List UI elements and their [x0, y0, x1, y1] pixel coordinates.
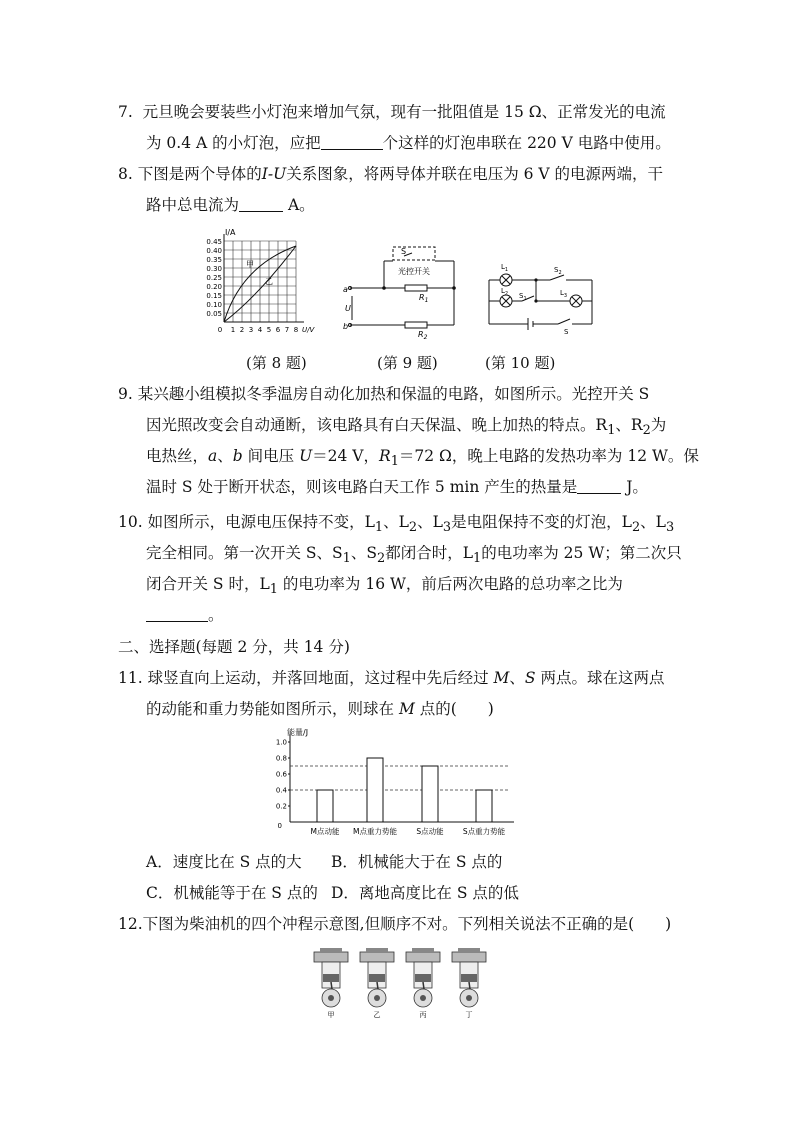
- svg-text:0.10: 0.10: [206, 301, 222, 309]
- chart-y-tick: 0.2: [275, 802, 287, 811]
- caption-fig9: (第 9 题): [377, 354, 438, 372]
- fig8-label-b: 乙: [265, 277, 273, 286]
- section2-heading: 二、选择题(每题 2 分，共 14 分): [118, 638, 350, 656]
- q10-line4: 。: [146, 603, 224, 625]
- engine-label: 乙: [373, 1011, 381, 1019]
- chart-categories: [311, 826, 506, 836]
- svg-text:0: 0: [217, 326, 223, 334]
- engine-label: 丙: [419, 1011, 427, 1019]
- fig8-x-ticks: [218, 326, 298, 334]
- q11-energy-bar-chart: [270, 724, 530, 840]
- chart-y-tick: 0.8: [275, 754, 287, 763]
- chart-category-label: S点重力势能: [462, 827, 506, 836]
- q10-line1: 10. 如图所示，电源电压保持不变，$L_1$、$L_2$、$L_3$是电阻保持不变的灯泡，$L_2$、$L_3$: [118, 513, 675, 536]
- q7-line2: 为 0.4 A 的小灯泡，应把 个这样的灯泡串联在 220 V 电路中使用。: [146, 134, 671, 152]
- chart-dashed-lines: [290, 766, 510, 790]
- chart-category-label: M点动能: [310, 827, 340, 836]
- chart-category-label: S点动能: [416, 827, 444, 836]
- svg-text:0.35: 0.35: [206, 256, 222, 264]
- svg-text:0.20: 0.20: [206, 283, 222, 291]
- chart-y-tick: 0.4: [275, 786, 287, 795]
- q7-line1: 7. 元旦晚会要装些小灯泡来增加气氛，现有一批阻值是 15 Ω、正常发光的电流: [118, 103, 666, 121]
- caption-fig10: (第 10 题): [485, 354, 556, 372]
- svg-text:8: 8: [293, 326, 299, 334]
- svg-text:5: 5: [266, 326, 272, 334]
- chart-y-ticks: [276, 739, 290, 831]
- engine-label: 丁: [465, 1011, 473, 1019]
- engine-diagram: [452, 948, 486, 1007]
- q11-option-a[interactable]: A．速度比在 S 点的大: [146, 853, 302, 871]
- engine-diagram: [360, 948, 394, 1007]
- fig9-a: a: [343, 285, 348, 294]
- q10-answer-blank[interactable]: [146, 606, 208, 622]
- svg-text:1: 1: [230, 326, 236, 334]
- chart-bar: [476, 790, 492, 822]
- q9-line4: 温时 S 处于断开状态，则该电路白天工作 5 min 产生的热量是 J。: [146, 478, 648, 496]
- svg-text:0.45: 0.45: [206, 238, 222, 246]
- q8-line2: 路中总电流为 A。: [146, 196, 315, 214]
- fig9-u: U: [345, 304, 351, 313]
- fig8-y-axis-label: I/A: [225, 228, 236, 237]
- q9-answer-blank[interactable]: [577, 478, 621, 494]
- fig8-label-a: 甲: [246, 260, 254, 269]
- fig10-s1: $S_1$: [519, 292, 527, 302]
- fig9-r2: $R_2$: [418, 330, 428, 340]
- fig9-r1: $R_1$: [419, 293, 429, 304]
- fig12-engine-strokes: [308, 944, 492, 1020]
- q9-line1: 9. 某兴趣小组模拟冬季温房自动化加热和保温的电路，如图所示。光控开关 S: [118, 385, 650, 403]
- engine-diagram: [314, 948, 348, 1007]
- fig10-s: S: [564, 328, 569, 334]
- q11-option-d[interactable]: D．离地高度比在 S 点的低: [331, 884, 519, 902]
- fig10-l3: $L_3$: [560, 289, 568, 299]
- chart-bar: [422, 766, 438, 822]
- fig8-y-ticks: [206, 238, 222, 318]
- q8-answer-blank[interactable]: [239, 196, 283, 212]
- chart-y-tick: 1.0: [275, 738, 287, 747]
- fig8-grid: [224, 241, 296, 322]
- q11-line1: 11. 球竖直向上运动，并落回地面，这过程中先后经过 M、S 两点。球在这两点: [118, 669, 665, 687]
- engine-label: 甲: [327, 1011, 335, 1019]
- fig9-switch-label: 光控开关: [398, 267, 430, 276]
- svg-text:6: 6: [275, 326, 281, 334]
- caption-fig8: (第 8 题): [246, 354, 307, 372]
- fig10-l2: $L_2$: [501, 287, 509, 297]
- q11-option-b[interactable]: B．机械能大于在 S 点的: [331, 853, 503, 871]
- fig8-iu-graph: [196, 226, 322, 340]
- chart-category-label: M点重力势能: [353, 827, 397, 836]
- q8-line1: 8. 下图是两个导体的I-U关系图象，将两导体并联在电压为 6 V 的电源两端，干: [118, 165, 664, 183]
- fig10-circuit: [484, 258, 600, 334]
- svg-text:0.05: 0.05: [206, 310, 222, 318]
- chart-y-label: 能量/J: [287, 728, 309, 737]
- svg-text:0.25: 0.25: [206, 274, 222, 282]
- fig9-b: b: [343, 322, 349, 331]
- q10-line3: 闭合开关 S 时，$L_1$ 的电功率为 16 W，前后两次电路的总功率之比为: [146, 575, 623, 598]
- svg-text:2: 2: [239, 326, 245, 334]
- svg-text:0.40: 0.40: [206, 247, 222, 255]
- svg-text:7: 7: [284, 326, 290, 334]
- fig10-s2: $S_2$: [554, 266, 562, 276]
- fig9-circuit: [340, 244, 466, 340]
- chart-y-tick: 0: [277, 822, 282, 830]
- chart-y-tick: 0.6: [275, 770, 287, 779]
- q9-line2: 因光照改变会自动通断，该电路具有白天保温、晚上加热的特点。$R_1$、$R_2$为: [146, 416, 667, 439]
- q11-option-c[interactable]: C．机械能等于在 S 点的: [146, 884, 318, 902]
- fig9-switch-box: [393, 247, 435, 260]
- q12-line1: 12.下图为柴油机的四个冲程示意图,但顺序不对。下列相关说法不正确的是( ): [118, 915, 672, 933]
- chart-bar: [317, 790, 333, 822]
- svg-text:3: 3: [248, 326, 254, 334]
- svg-text:0.15: 0.15: [206, 292, 222, 300]
- svg-text:0.30: 0.30: [206, 265, 222, 273]
- fig8-x-axis-label: U/V: [302, 326, 315, 334]
- q7-answer-blank[interactable]: [321, 134, 383, 150]
- engine-diagram: [406, 948, 440, 1007]
- q9-line3: 电热丝，a、b 间电压 U＝24 V，$R_1=72$ Ω，晚上电路的发热功率为 12 W。保: [146, 447, 699, 470]
- fig10-l1: $L_1$: [501, 263, 509, 273]
- q11-line2: 的动能和重力势能如图所示，则球在 M 点的( ): [146, 700, 494, 718]
- q10-line2: 完全相同。第一次开关 S、$S_1$、$S_2$都闭合时，$L_1$的电功率为 25 W；第二次只: [146, 544, 682, 567]
- chart-bar: [367, 758, 383, 822]
- svg-text:4: 4: [257, 326, 263, 334]
- fig9-switch-s: S: [401, 247, 407, 256]
